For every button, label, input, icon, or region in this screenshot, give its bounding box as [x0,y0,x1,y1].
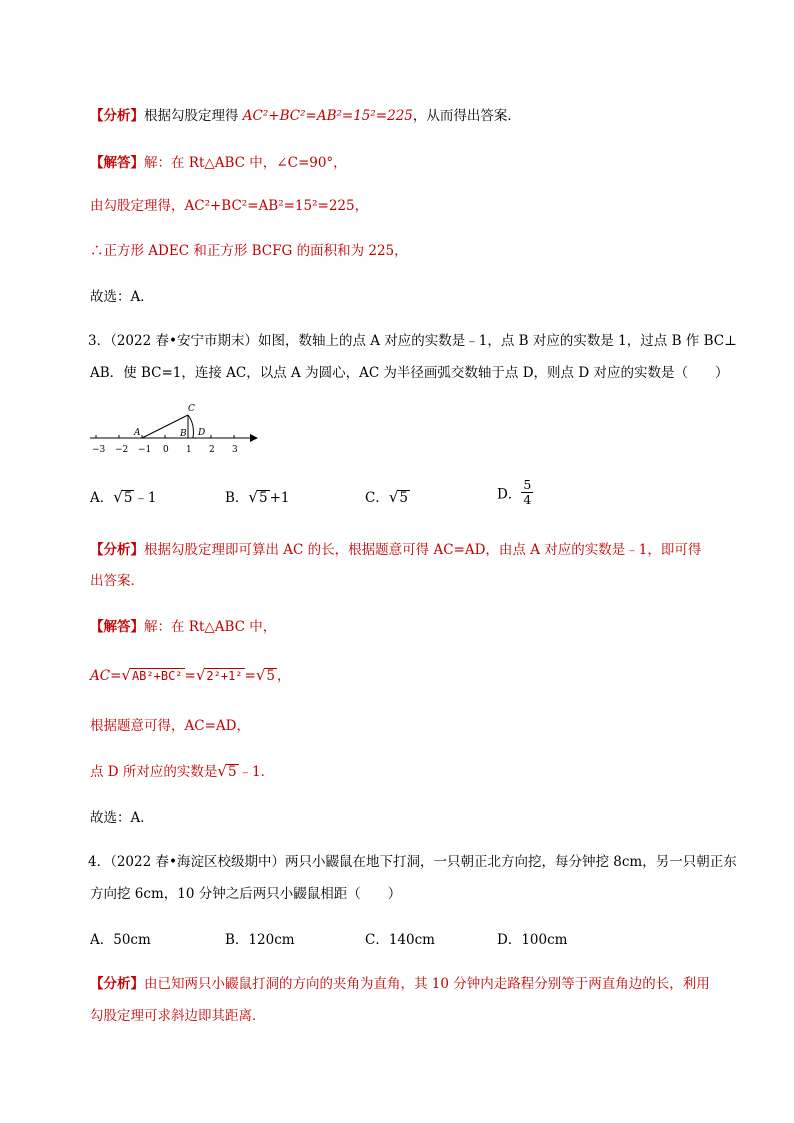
fraction [521,478,533,507]
q2-pythag-line: 由勾股定理得，AC²+BC²=AB²=15²=225， [90,198,369,214]
ac-lhs: AC= [90,668,122,684]
tick-label: 0 [163,445,169,455]
d-value-tail: ﹣1． [238,764,275,780]
q3-option-c[interactable] [365,486,410,506]
radicand: 5 [399,490,408,506]
q3-analysis-line1 [90,538,701,558]
q4-stem-text1: 两只小鼹鼠在地下打洞，一只朝正北方向挖，每分钟挖 8cm，另一只朝正东 [284,854,737,870]
q4-option-a[interactable]: A．50cm [90,932,151,948]
tick-label: −3 [92,445,106,455]
equals: = [184,668,196,684]
q4-option-c[interactable]: C．140cm [365,932,435,948]
q3-stem-line1 [88,329,737,349]
q3-option-d[interactable] [497,478,533,507]
fraction-denominator: 4 [523,492,532,507]
radicand: 5 [123,490,133,506]
analysis-tag: 【分析】 [90,108,144,124]
point-label-a: A [134,428,141,438]
q3-analysis-line2: 出答案． [90,573,144,589]
sqrt-sign: √ [113,488,123,506]
number-line-figure [86,398,262,460]
q3-d-value-line [90,760,274,780]
q3-ac-equation [90,664,291,684]
tick-label: 2 [209,445,215,455]
point-label-c: C [188,404,195,414]
q4-option-b[interactable]: B．120cm [225,932,295,948]
option-letter: A． [90,490,114,506]
q3-stem-text1: 如图，数轴上的点 A 对应的实数是﹣1，点 B 对应的实数是 1，过点 B 作 BC⊥ [257,333,737,349]
tick-label: 3 [232,445,238,455]
radicand: AB²+BC² [131,669,183,683]
sqrt-sign: √ [255,666,266,684]
q2-analysis [90,104,521,124]
q2-answer: 故选：A． [90,289,154,305]
tick-label: −1 [138,445,152,455]
q3-answer: 故选：A． [90,810,154,826]
q3-solution [90,615,276,635]
q4-stem-line2: 方向挖 6cm，10 分钟之后两只小鼹鼠相距（ ） [90,886,402,902]
sqrt-sign: √ [217,762,227,780]
option-letter: C． [365,490,389,506]
solution-tag: 【解答】 [90,619,144,635]
analysis-text: 由已知两只小鼹鼠打洞的方向的夹角为直角，其 10 分钟内走路程分别等于两直角边的长，利用 [144,976,710,992]
q3-option-a[interactable] [90,486,157,506]
q4-source: （2022 春•海淀区校级期中） [110,854,285,870]
option-letter: B． [225,490,249,506]
radicand: 5 [227,764,237,780]
sqrt-sign: √ [121,666,131,684]
solution-text: 解：在 Rt△ABC 中，∠C=90°， [144,155,347,171]
q4-option-d[interactable]: D．100cm [497,932,568,948]
punct: ， [277,668,291,684]
solution-tag: 【解答】 [90,155,144,171]
analysis-text: 根据勾股定理即可算出 AC 的长，根据题意可得 AC=AD，由点 A 对应的实数是﹣1，即可得 [144,542,702,558]
radicand: 5 [266,668,275,684]
q3-option-b[interactable] [225,486,289,506]
analysis-tag: 【分析】 [90,542,144,558]
sqrt-sign: √ [388,488,399,506]
option-tail: +1 [269,490,290,506]
option-letter: D． [497,486,522,503]
solution-text: 解：在 Rt△ABC 中， [144,619,277,635]
analysis-text-a: 根据勾股定理得 [144,108,243,124]
point-label-b: B [180,429,187,439]
radicand: 5 [258,490,268,506]
q3-stem-line2: AB．使 BC=1，连接 AC，以点 A 为圆心，AC 为半径画弧交数轴于点 D，则点 D 对应的实数是（ ） [90,365,729,381]
equals: = [244,668,256,684]
d-value-text: 点 D 所对应的实数是 [90,764,218,780]
tick-label: 1 [186,445,192,455]
analysis-tag: 【分析】 [90,976,144,992]
point-label-d: D [198,428,206,438]
q3-number: 3． [88,333,111,349]
q3-source: （2022 春•安宁市期末） [110,333,258,349]
q4-number: 4． [88,854,111,870]
sqrt-sign: √ [195,666,206,684]
q4-analysis-line1 [90,972,710,992]
analysis-text-b: ，从而得出答案． [412,108,521,124]
radicand: 2²+1² [206,669,243,683]
option-tail: ﹣1 [134,490,157,506]
q2-area-line: ∴正方形 ADEC 和正方形 BCFG 的面积和为 225， [90,243,408,259]
q3-ad-line: 根据题意可得，AC=AD， [90,718,250,734]
tick-label: −2 [115,445,129,455]
q2-solution [90,151,347,171]
fraction-numerator: 5 [523,477,532,492]
sqrt-sign: √ [248,488,258,506]
analysis-formula: AC²+BC²=AB²=15²=225 [242,108,413,124]
q4-analysis-line2: 勾股定理可求斜边即其距离． [90,1008,266,1024]
q4-stem-line1 [88,850,737,870]
